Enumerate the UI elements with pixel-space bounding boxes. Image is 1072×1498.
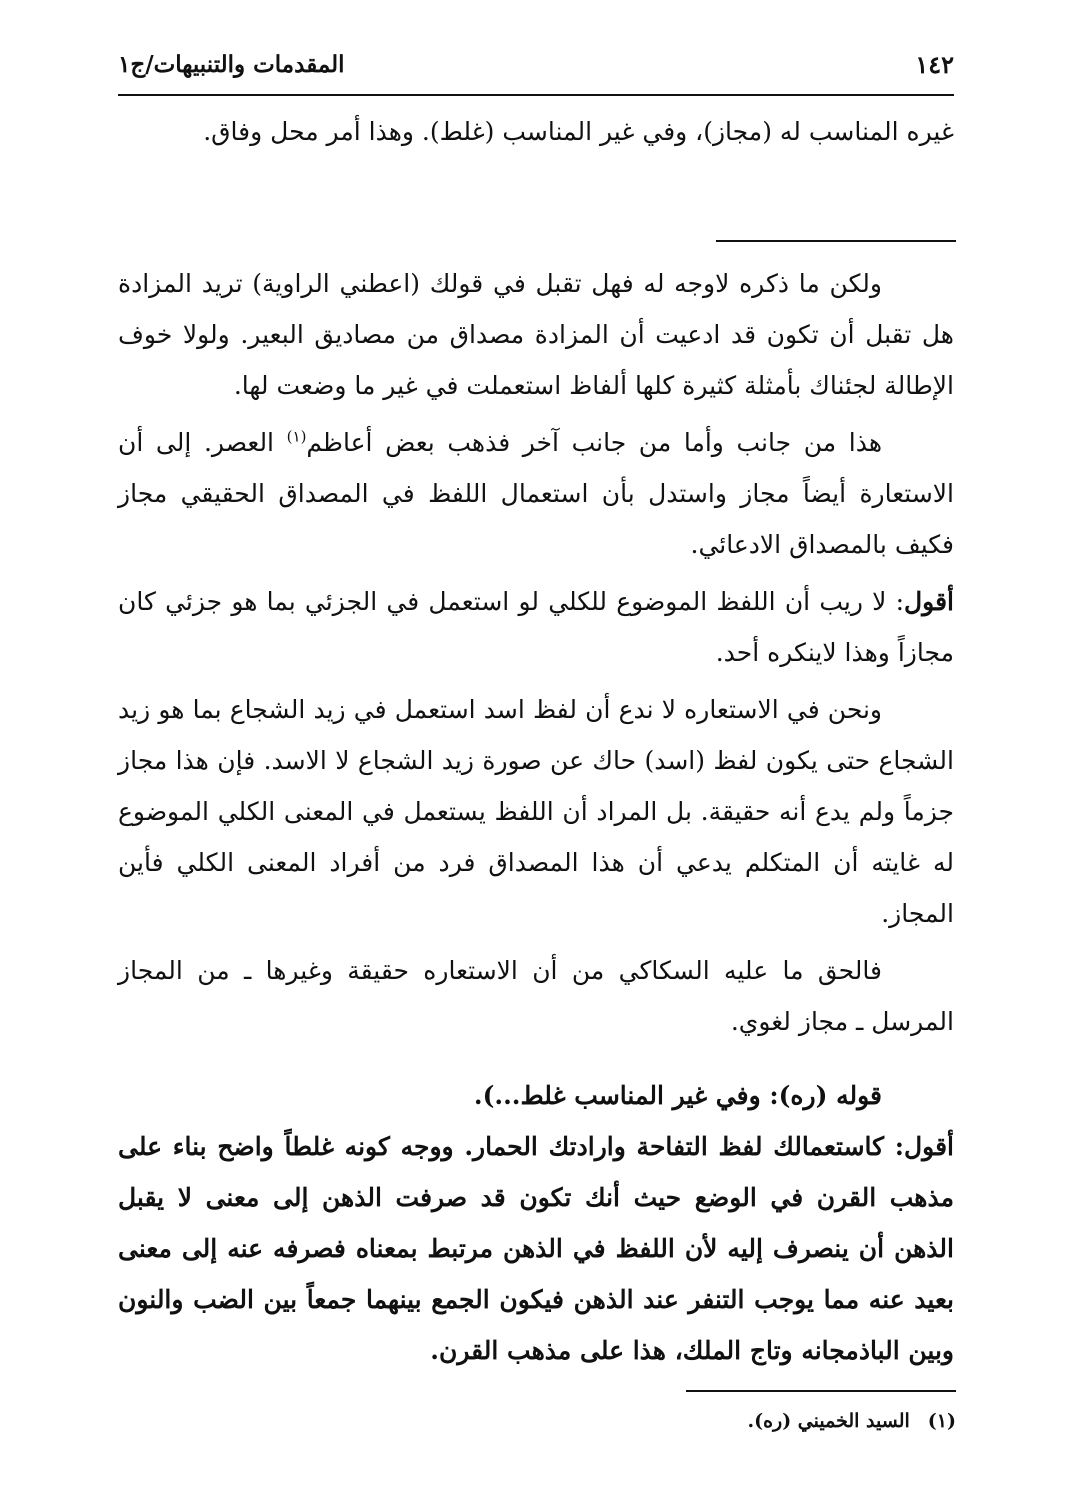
section-divider (716, 240, 956, 242)
paragraph-3-lead: أقول (904, 587, 954, 616)
footnote (118, 1406, 956, 1436)
page-number: ١٤٢ (915, 49, 954, 79)
paragraph-3 (118, 576, 954, 678)
paragraph-5: فالحق ما عليه السكاكي من أن الاستعاره حقيقة وغيرها ـ من المجاز المرسل ـ مجاز لغوي. (118, 956, 954, 1036)
paragraph-2-end: العصر. إلى أن الاستعارة أيضاً مجاز واستدل بأن استعمال اللفظ في المصداق الحقيقي مجاز فكيف بالمصداق الادعائي. (118, 428, 954, 559)
paragraph-2 (118, 417, 954, 570)
intro-block (118, 106, 954, 157)
running-title: المقدمات والتنبيهات/ج١ (118, 50, 345, 78)
footnote-text: السيد الخميني (ره). (747, 1410, 910, 1432)
main-text (118, 258, 954, 1047)
commentary-heading: قوله (ره): وفي غير المناسب غلط...). (473, 1081, 882, 1110)
commentary-lead: أقول (904, 1132, 954, 1161)
commentary-block (118, 1070, 954, 1376)
commentary-paragraph (118, 1121, 954, 1376)
paragraph-3-text: : لا ريب أن اللفظ الموضوع للكلي لو استعمل في الجزئي بما هو جزئي كان مجازاً وهذا لاينكره أحد. (118, 587, 954, 667)
footnote-number: (١) (927, 1410, 956, 1432)
commentary-text: : كاستعمالك لفظ التفاحة وارادتك الحمار. ووجه كونه غلطاً واضح بناء على مذهب القرن في الوضع حيث أنك تكون قد صرفت الذهن إلى معنى لا يقبل الذهن أن ينصرف إليه لأن اللفظ في الذهن مرتبط بمعناه فصرفه عنه إلى معنى بعيد عنه مما يوجب التنفر عند الذهن فيكون الجمع بينهما جمعاً بين الضب والنون وبين الباذمجانه وتاج الملك، هذا على مذهب القرن. (118, 1132, 954, 1365)
intro-paragraph: غيره المناسب له (مجاز)، وفي غير المناسب (غلط). وهذا أمر محل وفاق. (203, 117, 954, 146)
paragraph-1: ولكن ما ذكره لاوجه له فهل تقبل في قولك (اعطني الراوية) تريد المزادة هل تقبل أن تكون قد ادعيت أن المزادة مصداق من مصاديق البعير. ولولا خوف الإطالة لجئناك بأمثلة كثيرة كلها ألفاظ استعملت في غير ما وضعت لها. (118, 269, 954, 400)
page-header (118, 40, 954, 88)
paragraph-4: ونحن في الاستعاره لا ندع أن لفظ اسد استعمل في زيد الشجاع بما هو زيد الشجاع حتى يكون لفظ (اسد) حاك عن صورة زيد الشجاع لا الاسد. فإن هذا مجاز جزماً ولم يدع أنه حقيقة. بل المراد أن اللفظ يستعمل في المعنى الكلي الموضوع له غايته أن المتكلم يدعي أن هذا المصداق فرد من أفراد المعنى الكلي فأين المجاز. (118, 695, 954, 928)
footnote-divider (686, 1390, 956, 1392)
header-divider (118, 94, 954, 96)
paragraph-2-start: هذا من جانب وأما من جانب آخر فذهب بعض أعاظم (306, 428, 882, 457)
footnote-reference: (١) (286, 427, 307, 446)
